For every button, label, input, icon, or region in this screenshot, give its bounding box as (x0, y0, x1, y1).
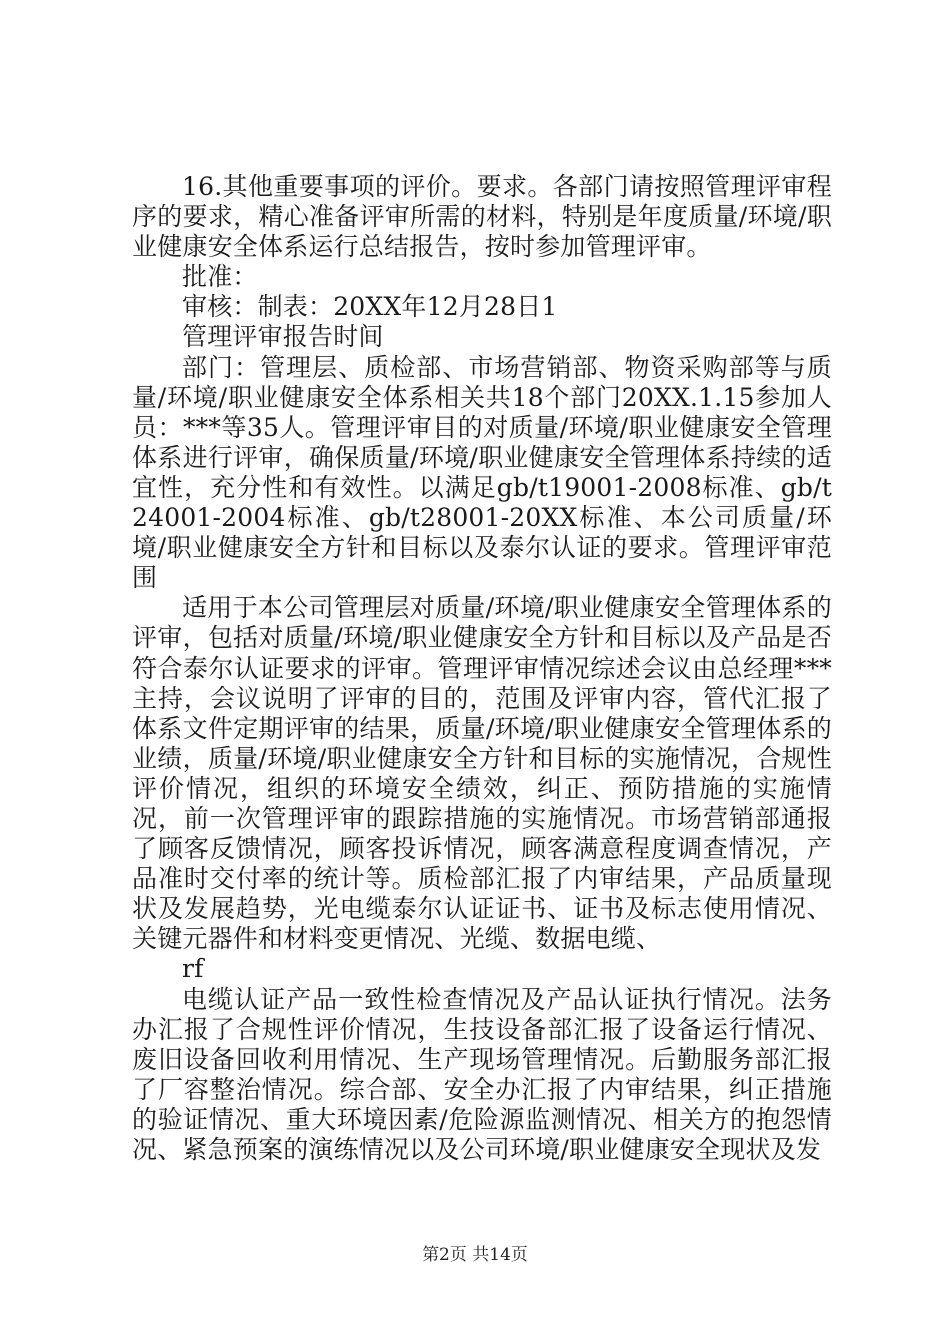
paragraph-departments: 部门：管理层、质检部、市场营销部、物资采购部等与质量/环境/职业健康安全体系相关共18个部门20XX.1.15参加人员：***等35人。管理评审目的对质量/环境/职业健康安全管理体系进行评审，确保质量/环境/职业健康安全管理体系持续的适宜性，充分性和有效性。以满足gb/t19001-2008标准、gb/t24001-2004标准、gb/t28001-20XX标准、本公司质量/环境/职业健康安全方针和目标以及泰尔认证的要求。管理评审范围 (132, 352, 832, 593)
paragraph-review-date: 审核：制表：20XX年12月28日1 (182, 292, 558, 322)
paragraph-rf: rf (182, 954, 204, 984)
paragraph-other-matters: 16.其他重要事项的评价。要求。各部门请按照管理评审程序的要求，精心准备评审所需的材料，特别是年度质量/环境/职业健康安全体系运行总结报告，按时参加管理评审。 (132, 172, 832, 262)
paragraph-cable-certification: 电缆认证产品一致性检查情况及产品认证执行情况。法务办汇报了合规性评价情况，生技设备部汇报了设备运行情况、废旧设备回收利用情况、生产现场管理情况。后勤服务部汇报了厂容整治情况。综合部、安全办汇报了内审结果，纠正措施的验证情况、重大环境因素/危险源监测情况、相关方的抱怨情况、紧急预案的演练情况以及公司环境/职业健康安全现状及发 (132, 984, 832, 1164)
page-footer: 第2页 共14页 (422, 1245, 528, 1265)
paragraph-scope: 适用于本公司管理层对质量/环境/职业健康安全管理体系的评审，包括对质量/环境/职业健康安全方针和目标以及产品是否符合泰尔认证要求的评审。管理评审情况综述会议由总经理***主持，会议说明了评审的目的，范围及评审内容，管代汇报了体系文件定期评审的结果，质量/环境/职业健康安全管理体系的业绩，质量/环境/职业健康安全方针和目标的实施情况，合规性评价情况，组织的环境安全绩效，纠正、预防措施的实施情况，前一次管理评审的跟踪措施的实施情况。市场营销部通报了顾客反馈情况，顾客投诉情况，顾客满意程度调查情况，产品准时交付率的统计等。质检部汇报了内审结果，产品质量现状及发展趋势，光电缆泰尔认证证书、证书及标志使用情况、关键元器件和材料变更情况、光缆、数据电缆、 (132, 593, 832, 954)
document-body (132, 172, 832, 1165)
paragraph-approval: 批准： (182, 262, 258, 292)
paragraph-report-time: 管理评审报告时间 (182, 322, 384, 352)
